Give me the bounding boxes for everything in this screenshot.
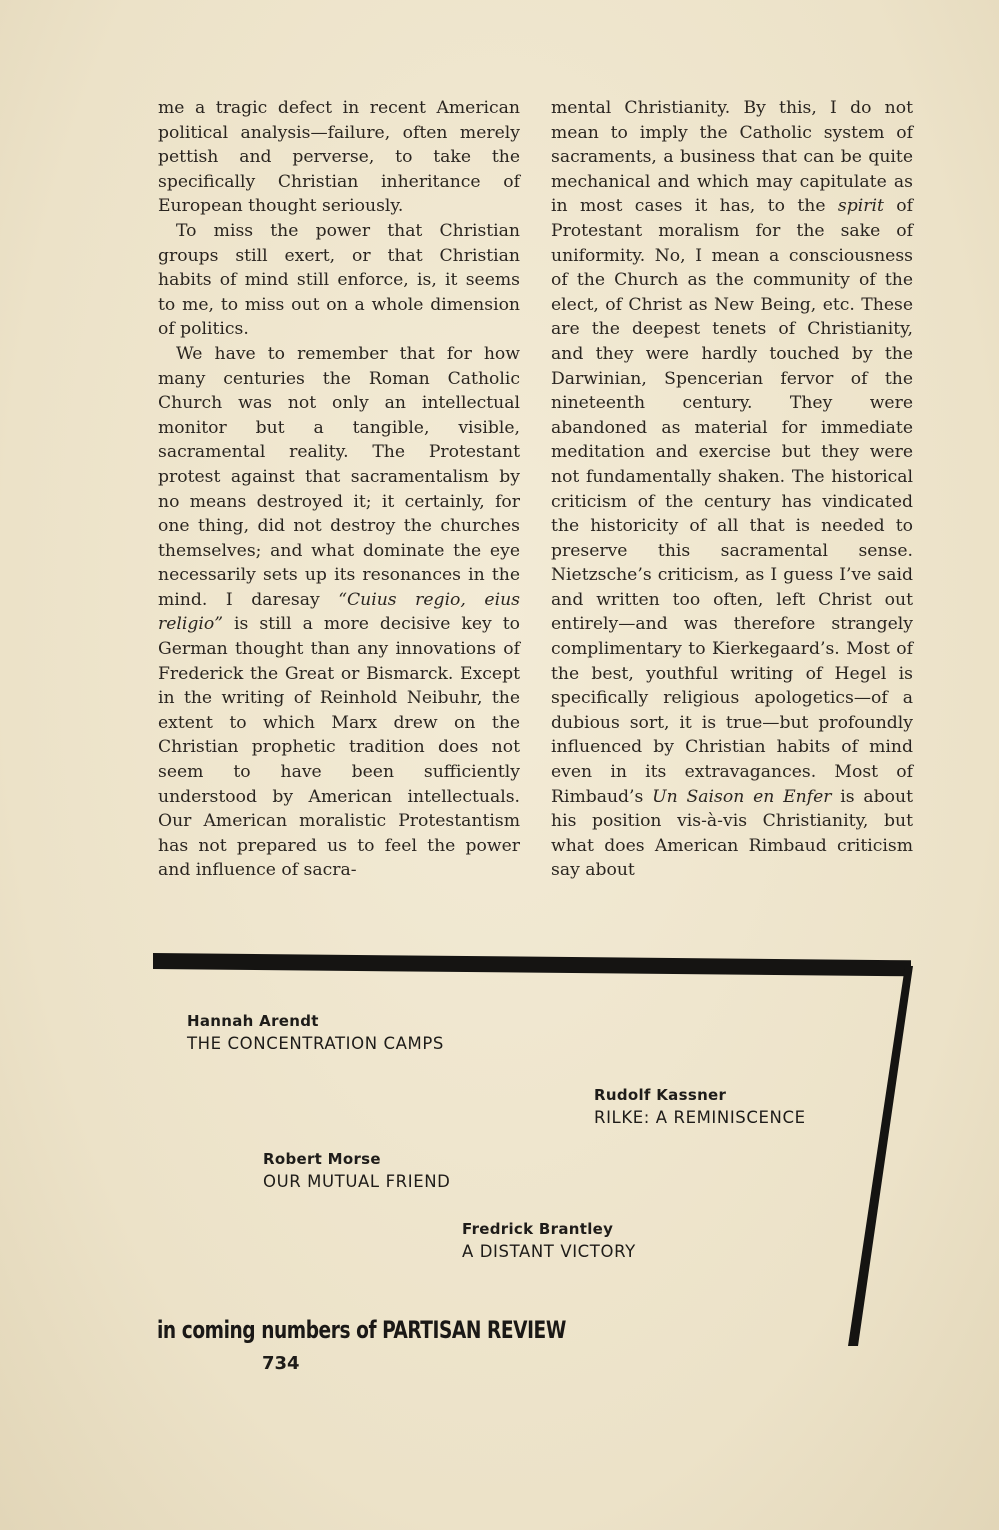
paragraph — [158, 342, 520, 883]
paragraph-text: We have to remember that for how many centuries the Roman Catholic Church was not only an intellectual monitor but a tangible, visible, sacramental reality. The Protestant protest against that sacramentalism by no means destroyed it; it certainly, for one thing, did not destroy the churches themselves; and what dominate the eye necessarily sets up its resonances in the mind. I daresay — [158, 343, 520, 610]
paragraph-text: mental Christianity. By this, I do not mean to imply the Catholic system of sacraments, a business that can be quite mechanical and which may capitulate as in most cases it has, to the — [551, 98, 913, 217]
ad-entry — [462, 1218, 636, 1264]
ad-author: Robert Morse — [263, 1150, 381, 1168]
ad-entry — [263, 1148, 450, 1194]
ad-author: Hannah Arendt — [187, 1012, 319, 1030]
ad-author: Fredrick Brantley — [462, 1220, 614, 1238]
left-text-column — [158, 96, 520, 883]
ad-author: Rudolf Kassner — [594, 1086, 727, 1104]
paragraph-text: of Protestant moralism for the sake of uniformity. No, I mean a consciousness of the Church as the community of the elect, of Christ as New Being, etc. These are the deepest tenets of Christianity, and they were hardly touched by the Darwinian, Spencerian fervor of the nineteenth century. They were abandoned as material for immediate meditation and exercise but they were not fundamentally shaken. The historical criticism of the century has vindicated the historicity of all that is needed to preserve this sacramental sense. Nietzsche’s criticism, as I guess I’ve said and written too often, left Christ out entirely—and was therefore strangely complimentary to Kierkegaard’s. Most of the best, youthful writing of Hegel is specifically religious apologetics—of a dubious sort, it is true—but profoundly influenced by Christian habits of mind even in its extravagances. Most of Rimbaud’s — [551, 196, 913, 807]
ad-title: OUR MUTUAL FRIEND — [263, 1172, 451, 1191]
paragraph: me a tragic defect in recent American political analysis—failure, often merely pettish and perverse, to take the specifically Christian inheritance of European thought seriously. — [158, 98, 520, 217]
paragraph-text: is about his position vis-à-vis Christianity, but what does American Rimbaud criticism say about — [551, 786, 913, 881]
paragraph — [551, 96, 913, 883]
ad-title: A DISTANT VICTORY — [462, 1242, 636, 1261]
page-number: 734 — [262, 1353, 300, 1374]
book-title: Un Saison en Enfer — [652, 786, 832, 807]
ad-title: RILKE: A REMINISCENCE — [594, 1108, 806, 1127]
ad-entry — [594, 1084, 806, 1130]
ad-entry — [187, 1010, 444, 1056]
ad-tagline: in coming numbers of PARTISAN REVIEW — [157, 1316, 566, 1344]
ad-title: THE CONCENTRATION CAMPS — [187, 1034, 444, 1053]
paragraph-text: is still a more decisive key to German thought than any innovations of Frederick the Great or Bismarck. Except in the writing of Reinhold Neibuhr, the extent to which Marx drew on the Christian prophetic tradition does not seem to have been sufficiently understood by American intellectuals. Our American moralistic Protestantism has not prepared us to feel the power and influence of sacra- — [158, 614, 520, 881]
emphasis: spirit — [837, 196, 884, 217]
latin-quote: “Cuius regio, eius religio” — [158, 589, 520, 635]
right-text-column — [551, 96, 913, 883]
paragraph: To miss the power that Christian groups still exert, or that Christian habits of mind still enforce, is, it seems to me, to miss out on a whole dimension of politics. — [158, 220, 520, 340]
